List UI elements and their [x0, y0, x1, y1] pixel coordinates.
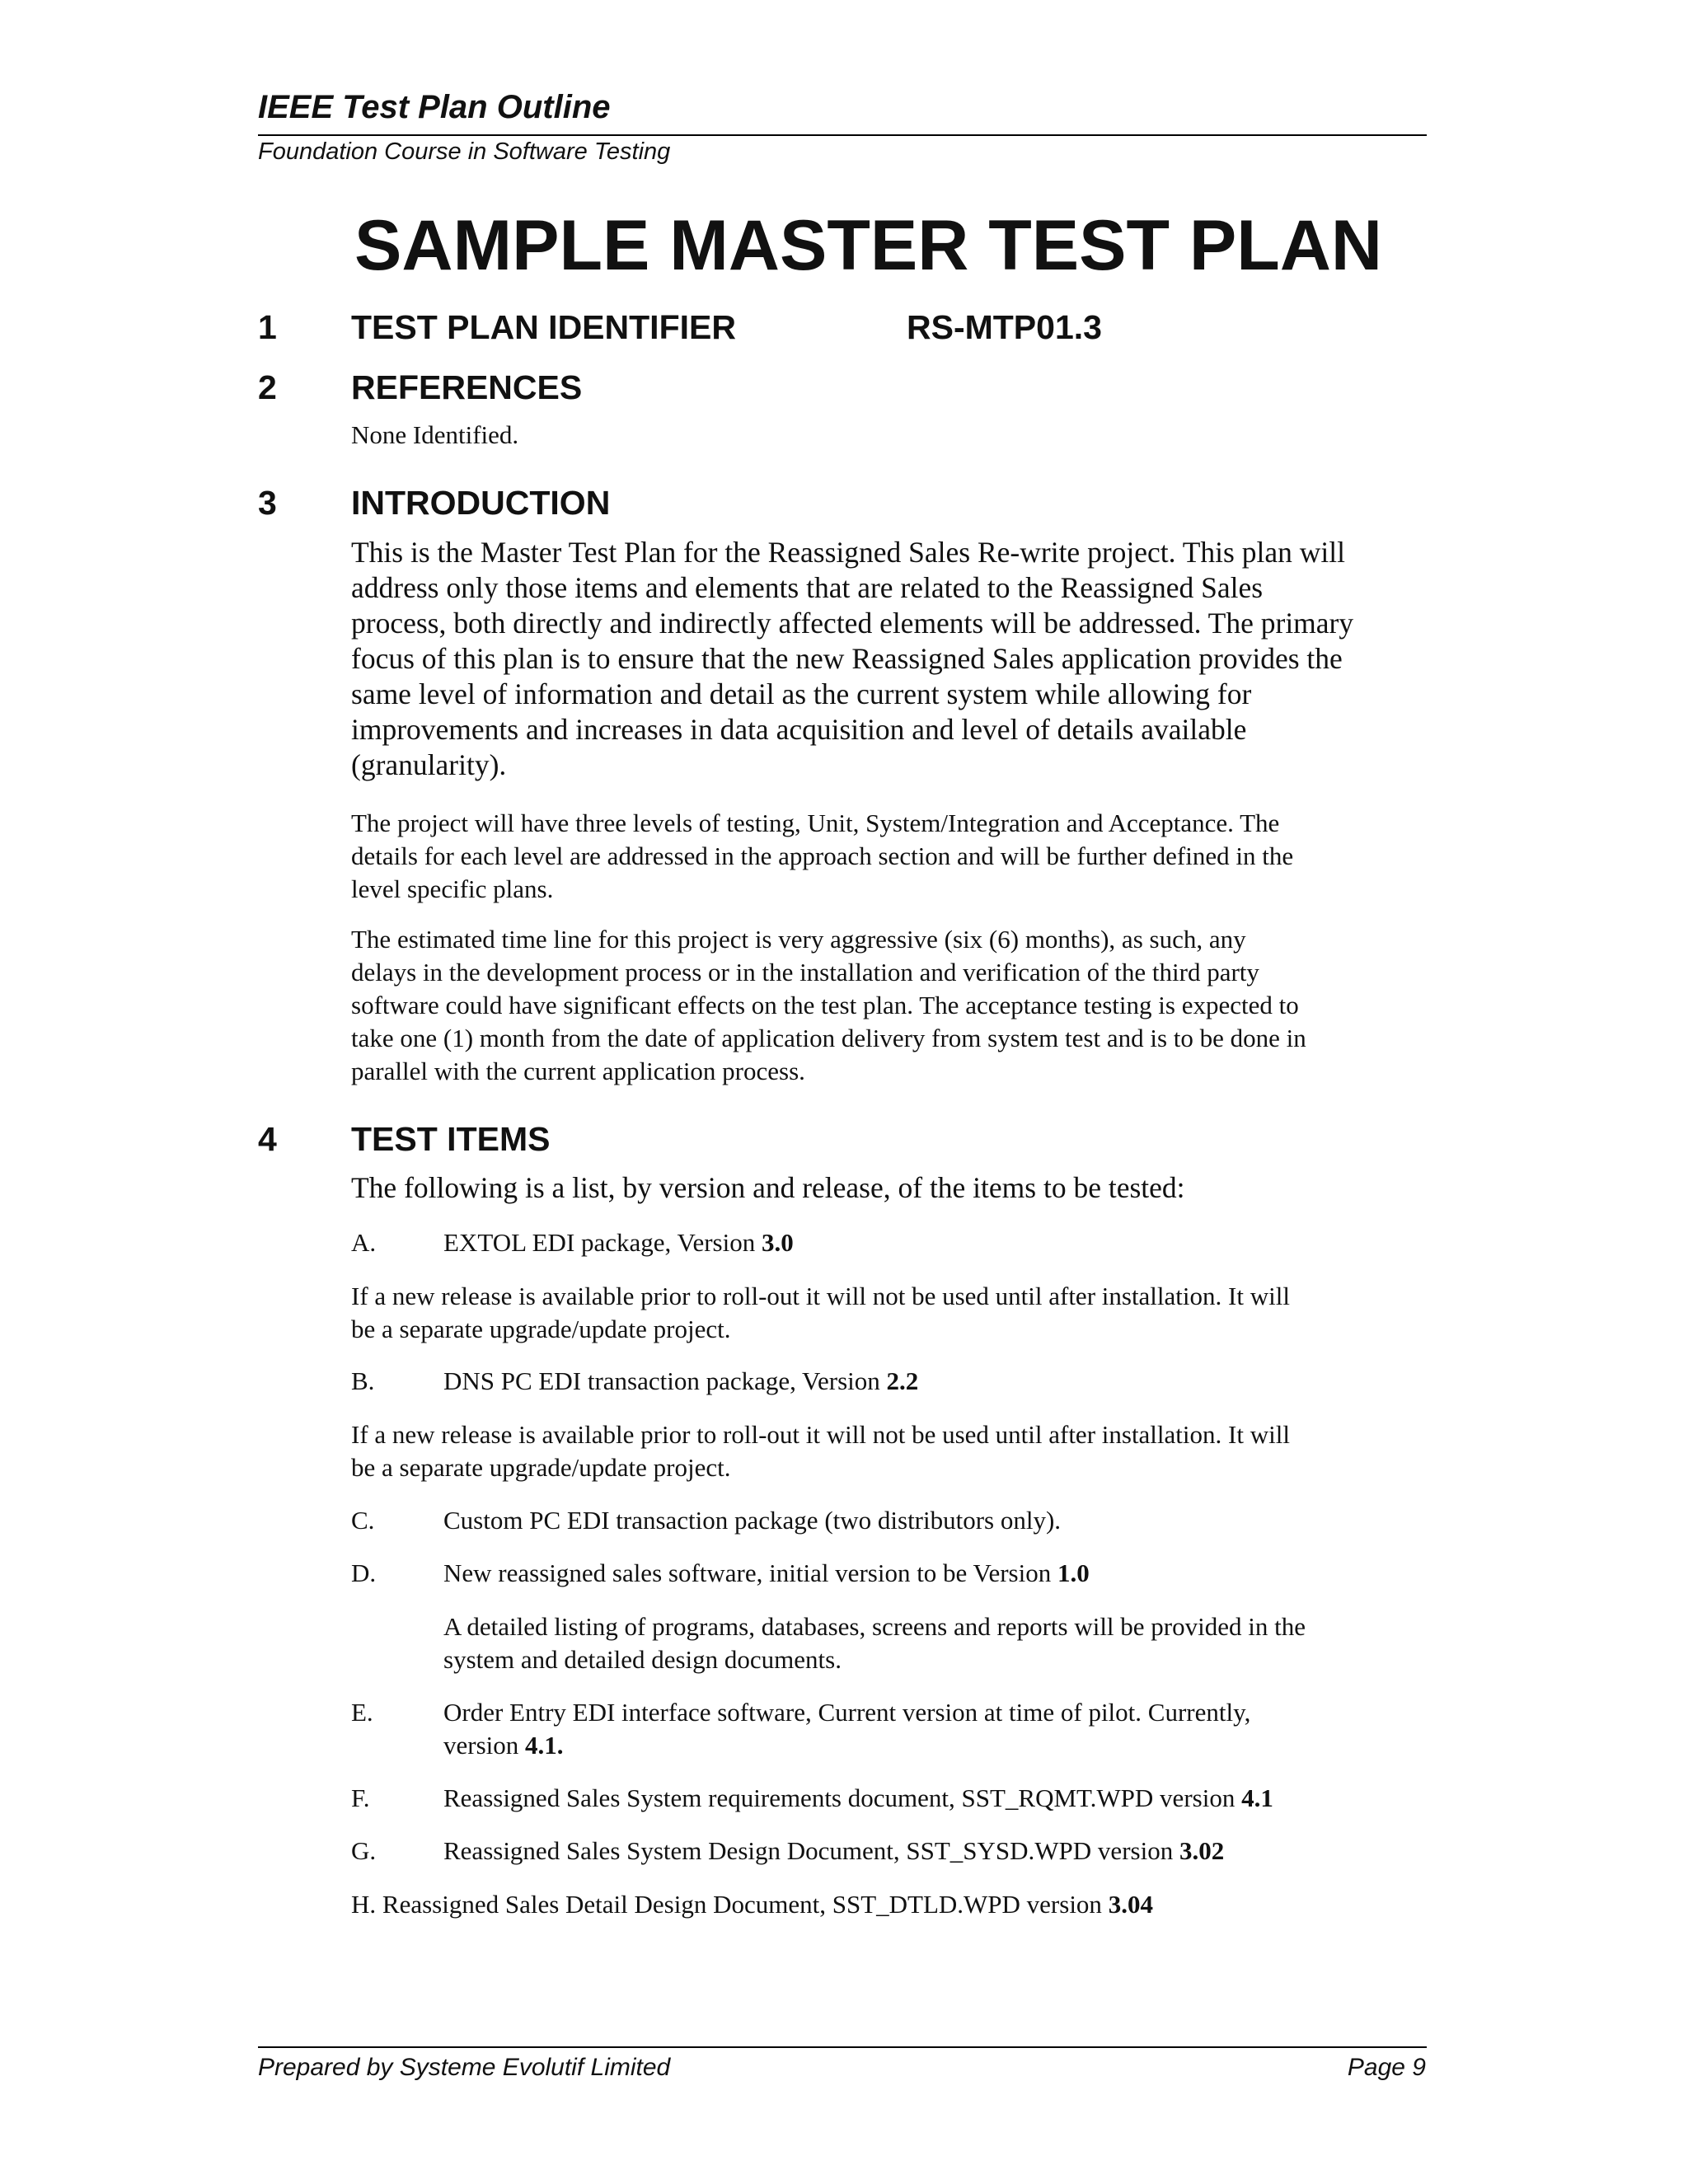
- item-text: DNS PC EDI transaction package, Version: [443, 1366, 887, 1395]
- item-text: Reassigned Sales System requirements document, SST_RQMT.WPD version: [443, 1783, 1242, 1812]
- item-text: New reassigned sales software, initial version to be Version: [443, 1558, 1057, 1587]
- item-letter: H.: [351, 1890, 377, 1919]
- item-version: 4.1: [1241, 1783, 1273, 1812]
- text-line: level specific plans.: [351, 874, 554, 903]
- test-item-a: [443, 1226, 794, 1259]
- test-item-b: [443, 1365, 918, 1398]
- item-letter: C.: [351, 1506, 375, 1535]
- introduction-paragraph-3: [351, 923, 1439, 1088]
- release-note: [351, 1418, 1439, 1484]
- item-version: 1.0: [1057, 1558, 1090, 1587]
- references-body: None Identified.: [351, 420, 519, 449]
- test-item-h: [351, 1888, 1439, 1921]
- item-version: 3.02: [1179, 1836, 1225, 1865]
- introduction-paragraph-2: [351, 807, 1439, 906]
- text-line: If a new release is available prior to roll-out it will not be used until after installation. It will: [351, 1282, 1290, 1310]
- section-heading: TEST PLAN IDENTIFIER: [351, 308, 736, 346]
- text-line: software could have significant effects on the test plan. The acceptance testing is expected to: [351, 991, 1299, 1019]
- item-version: 2.2: [886, 1366, 919, 1395]
- text-line: improvements and increases in data acquisition and level of details available: [351, 713, 1247, 746]
- section-heading: INTRODUCTION: [351, 484, 611, 522]
- item-text: Reassigned Sales System Design Document, SST_SYSD.WPD version: [443, 1836, 1179, 1865]
- footer-page-number: Page 9: [1347, 2054, 1426, 2081]
- section-number: 3: [258, 484, 277, 522]
- detail-note: [443, 1610, 1306, 1676]
- text-line: The estimated time line for this project is very aggressive (six (6) months), as such, any: [351, 925, 1246, 954]
- item-text: EXTOL EDI package, Version: [443, 1228, 762, 1257]
- item-text: Reassigned Sales Detail Design Document, SST_DTLD.WPD version: [382, 1890, 1109, 1919]
- test-item-g: [443, 1835, 1224, 1868]
- section-number: 2: [258, 368, 277, 406]
- header-title: IEEE Test Plan Outline: [258, 89, 611, 125]
- item-letter: A.: [351, 1228, 377, 1257]
- item-text: version: [443, 1731, 526, 1760]
- section-number: 1: [258, 308, 277, 346]
- item-letter: F.: [351, 1783, 370, 1812]
- test-items-intro: The following is a list, by version and release, of the items to be tested:: [351, 1171, 1185, 1204]
- test-item-f: [443, 1782, 1273, 1815]
- test-item-e: [443, 1696, 1250, 1762]
- text-line: be a separate upgrade/update project.: [351, 1453, 731, 1482]
- text-line: process, both directly and indirectly affected elements will be addressed. The primary: [351, 607, 1354, 640]
- section-number: 4: [258, 1120, 277, 1158]
- text-line: same level of information and detail as the current system while allowing for: [351, 677, 1252, 710]
- text-line: be a separate upgrade/update project.: [351, 1315, 731, 1343]
- text-line: system and detailed design documents.: [443, 1645, 842, 1674]
- test-item-d: [443, 1557, 1090, 1590]
- item-version: 3.0: [761, 1228, 794, 1257]
- section-heading: REFERENCES: [351, 368, 583, 406]
- text-line: If a new release is available prior to roll-out it will not be used until after installation. It will: [351, 1420, 1290, 1449]
- item-letter: G.: [351, 1836, 377, 1865]
- text-line: This is the Master Test Plan for the Reassigned Sales Re-write project. This plan will: [351, 536, 1345, 569]
- introduction-paragraph-1: [351, 535, 1439, 783]
- release-note: [351, 1280, 1439, 1346]
- text-line: focus of this plan is to ensure that the new Reassigned Sales application provides the: [351, 642, 1343, 675]
- item-version: 4.1.: [525, 1731, 564, 1760]
- section-heading: TEST ITEMS: [351, 1120, 551, 1158]
- header-rule: [258, 134, 1427, 136]
- header-subtitle: Foundation Course in Software Testing: [258, 138, 671, 165]
- text-line: take one (1) month from the date of application delivery from system test and is to be done in: [351, 1024, 1306, 1052]
- test-plan-identifier-value: RS-MTP01.3: [907, 308, 1102, 346]
- text-line: address only those items and elements that are related to the Reassigned Sales: [351, 571, 1264, 604]
- text-line: A detailed listing of programs, databases, screens and reports will be provided in the: [443, 1612, 1306, 1641]
- text-line: The project will have three levels of testing, Unit, System/Integration and Acceptance. The: [351, 808, 1280, 837]
- item-letter: B.: [351, 1366, 375, 1395]
- item-letter: D.: [351, 1558, 377, 1587]
- text-line: (granularity).: [351, 748, 507, 781]
- test-item-c: Custom PC EDI transaction package (two distributors only).: [443, 1506, 1062, 1535]
- text-line: parallel with the current application process.: [351, 1057, 805, 1085]
- text-line: delays in the development process or in the installation and verification of the third party: [351, 958, 1259, 987]
- footer-prepared-by: Prepared by Systeme Evolutif Limited: [258, 2054, 671, 2081]
- item-letter: E.: [351, 1698, 373, 1727]
- footer-rule: [258, 2046, 1427, 2048]
- text-line: details for each level are addressed in the approach section and will be further defined in the: [351, 841, 1294, 870]
- item-version: 3.04: [1108, 1890, 1153, 1919]
- item-text: Order Entry EDI interface software, Current version at time of pilot. Currently,: [443, 1698, 1251, 1727]
- document-title: SAMPLE MASTER TEST PLAN: [354, 206, 1383, 285]
